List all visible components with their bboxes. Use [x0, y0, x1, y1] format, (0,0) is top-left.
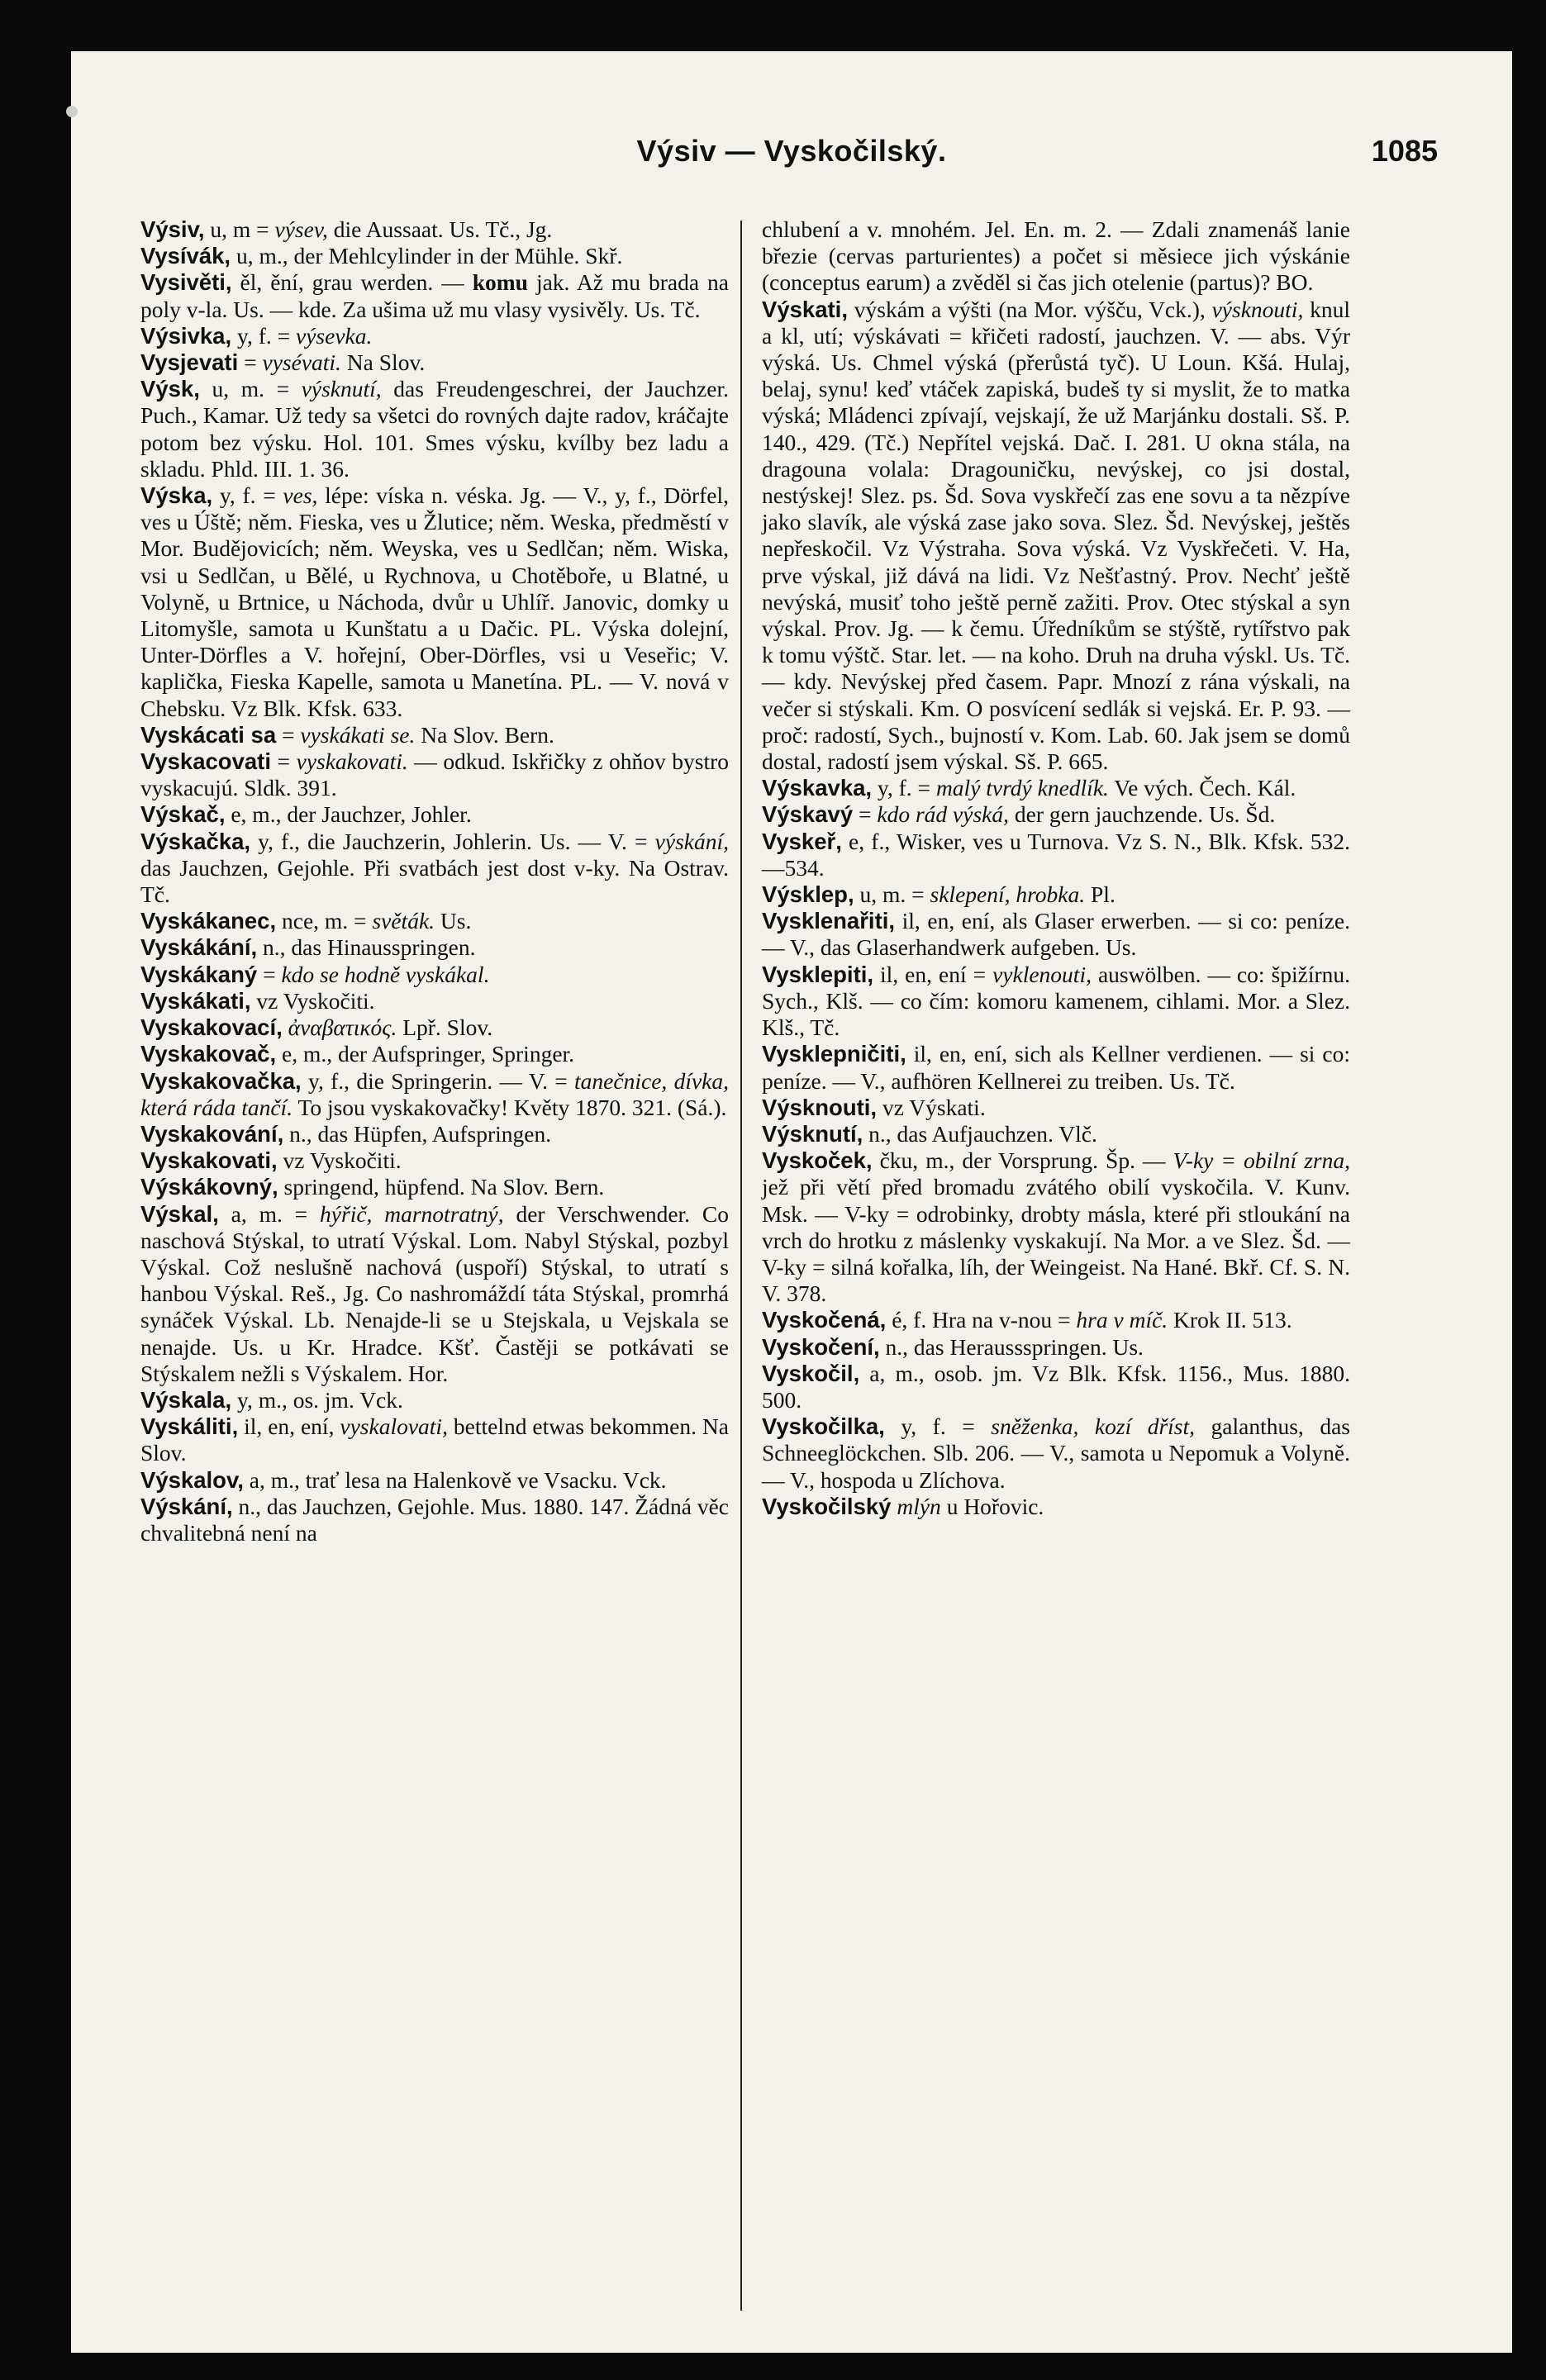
dictionary-entry — [762, 1041, 1350, 1094]
entry-text: výskám a výšti (na Mor. výšču, Vck.), — [847, 296, 1212, 322]
entry-text: vz Vyskočiti. — [250, 987, 375, 1014]
entry-italic: kdo rád výská, — [877, 801, 1009, 828]
dictionary-entry — [140, 1494, 729, 1546]
running-head: Výsiv — Vyskočilský. — [636, 134, 947, 168]
dictionary-entry — [140, 908, 729, 934]
right-column — [762, 216, 1350, 1520]
entry-rest: To jsou vyskakovačky! Květy 1870. 321. (Sá.). — [293, 1094, 727, 1120]
entry-italic: vyklenouti, — [992, 961, 1092, 987]
entry-headword: Výsklep, — [762, 881, 854, 908]
entry-italic: ἀναβατικός. — [288, 1014, 397, 1041]
entry-rest: knul a kl, utí; výskávati = křičeti radostí, jauchzen. V. — abs. Výr výská. Us. Chmel výská (přerůstá tyč). U Loun. Kšá. Hulaj, belaj, synu! keď vtáček zapiská, budeš ty si myslit, že to matka výská; Mládenci zpívají, vejskají, že už Marjánku dostali. Sš. P. 140., 429. (Tč.) Nepřítel vejská. Dač. I. 281. U okna stála, na dragouna volala: Dragouničku, nevýskej, co jsi dostal, nestýskej! Slez. ps. Šd. Sova vyskřečí zas ene sovu a ta nězpíve jako slavík, ale výská zase jako sova. Slez. Šd. Nevýskej, ještěs nepřeskočil. Vz Výstraha. Sova výská. Vz Vyskřečeti. V. Ha, prve výskal, již dává na lidi. Vz Nešťastný. Prov. Nechť ještě nevýská, musiť toho ještě perně zažiti. Prov. Otec stýskal a syn výskal. Prov. Jg. — k čemu. Úředníkům se stýště, rytířstvo pak k tomu výštč. Star. let. — na koho. Druh na druha výskl. Us. Tč. — kdy. Nevýskej před časem. Papr. Mnozí z rána výskali, na večer si stýskali. Km. O posvícení sedlák si vejská. Er. P. 93. — proč: radostí, Sych., bujností v. Kom. Lab. 60. Jak jsem se domů dostal, radostí jsem výskal. Sš. P. 665. — [762, 296, 1351, 775]
entry-text: n., das Jauchzen, Gejohle. Mus. 1880. 147. Žádná věc chvalitebná není na — [140, 1493, 729, 1546]
entry-headword: Vyskákanec, — [140, 908, 277, 934]
entry-text: vz Vyskočiti. — [277, 1147, 402, 1174]
entry-headword: Výsivka, — [140, 322, 232, 349]
entry-headword: Výska, — [140, 482, 213, 509]
entry-rest: die Aussaat. Us. Tč., Jg. — [327, 216, 553, 242]
entry-headword: Výsiv, — [140, 216, 205, 242]
entry-text: n., das Hüpfen, Aufspringen. — [283, 1120, 552, 1147]
entry-italic: vyskákati se. — [300, 721, 416, 748]
dictionary-entry — [140, 1147, 729, 1174]
entry-bold: komu — [472, 269, 528, 296]
entry-rest: jak. Až mu brada na poly v-la. Us. — kde. Za ušima už mu vlasy vysivěly. Us. Tč. — [140, 269, 729, 322]
entry-text: y, f. = — [231, 322, 296, 349]
dictionary-entry — [762, 1334, 1350, 1361]
entry-headword: Vysklenařiti, — [762, 908, 896, 934]
dictionary-entry — [140, 1121, 729, 1147]
entry-text: il, en, ení, — [238, 1413, 340, 1440]
entry-text: = — [853, 801, 878, 828]
entry-headword: Vysívák, — [140, 243, 231, 269]
dictionary-entry — [762, 881, 1350, 908]
entry-headword: Výskavý — [762, 801, 854, 828]
entry-headword: Vyskákati, — [140, 987, 251, 1014]
dictionary-entry — [762, 297, 1350, 776]
entry-rest: Us. — [435, 908, 472, 934]
entry-italic: vysévati. — [262, 349, 341, 376]
dictionary-entry — [762, 216, 1350, 297]
entry-text: n., das Aufjauchzen. Vlč. — [863, 1120, 1097, 1147]
dictionary-entry — [140, 269, 729, 322]
entry-italic: tanečnice, dívka, která ráda tančí. — [140, 1067, 729, 1120]
entry-headword: Výsknouti, — [762, 1094, 878, 1120]
entry-italic: hýřič, marnotratný, — [320, 1200, 504, 1227]
entry-text: u, m. = — [199, 376, 302, 402]
entry-headword: Vyskočená, — [762, 1307, 887, 1333]
entry-text: a, m., trať lesa na Halenkově ve Vsacku. Vck. — [243, 1466, 667, 1493]
entry-headword: Výskač, — [140, 801, 226, 828]
entry-text: u, m. = — [854, 881, 930, 908]
entry-text: nce, m. = — [276, 908, 373, 934]
entry-italic: výsknutí, — [301, 376, 382, 402]
entry-headword: Vyskakování, — [140, 1120, 284, 1147]
entry-headword: Vysivěti, — [140, 269, 232, 296]
entry-text — [283, 1014, 288, 1040]
entry-italic: sklepení, hrobka. — [930, 881, 1086, 908]
dictionary-entry — [140, 376, 729, 482]
dictionary-entry — [762, 829, 1350, 881]
dictionary-entry — [762, 1121, 1350, 1147]
dictionary-entry — [762, 1095, 1350, 1121]
entry-headword: Vyskákaný — [140, 961, 258, 987]
entry-headword: Výskavka, — [762, 775, 873, 801]
entry-headword: Vyskakovačka, — [140, 1067, 302, 1094]
entry-rest: — odkud. Iskřičky z ohňov bystro vyskacujú. Sldk. 391. — [140, 748, 729, 801]
dictionary-entry — [140, 349, 729, 376]
entry-text: a, m. = — [218, 1200, 321, 1227]
entry-headword: Vyskácati sa — [140, 721, 277, 748]
entry-italic: vyskalovati, — [340, 1413, 448, 1440]
entry-headword: Výskalov, — [140, 1466, 244, 1493]
dictionary-entry — [762, 775, 1350, 801]
entry-rest: Na Slov. Bern. — [415, 721, 554, 748]
dictionary-entry — [140, 829, 729, 909]
dictionary-entry — [140, 1174, 729, 1200]
entry-headword: Výsknutí, — [762, 1120, 863, 1147]
entry-italic: výsevka. — [296, 322, 373, 349]
dictionary-entry — [140, 1014, 729, 1041]
entry-text: e, m., der Jauchzer, Johler. — [225, 801, 472, 828]
dictionary-entry — [762, 1307, 1350, 1333]
entry-text: u, m., der Mehlcylinder in der Mühle. Skř. — [231, 243, 623, 269]
entry-rest: Pl. — [1085, 881, 1115, 908]
entry-headword: Vysklepiti, — [762, 961, 874, 987]
entry-italic: vyskakovati. — [296, 748, 408, 775]
entry-italic: malý tvrdý knedlík. — [935, 775, 1109, 801]
entry-italic: světák. — [372, 908, 435, 934]
dictionary-entry — [140, 243, 729, 269]
dictionary-entry — [762, 1147, 1350, 1307]
dictionary-entry — [140, 722, 729, 748]
dictionary-entry — [140, 962, 729, 988]
page-number: 1085 — [1371, 134, 1438, 168]
dictionary-entry — [762, 908, 1350, 961]
entry-rest: u Hořovic. — [940, 1493, 1044, 1519]
entry-headword: Vyskákání, — [140, 934, 258, 961]
dictionary-entry — [140, 1201, 729, 1387]
entry-headword: Vyskacovati — [140, 748, 271, 775]
entry-text: il, en, ení, als Glaser erwerben. — si co: peníze. — V., das Glaserhandwerk aufgeben. Us. — [762, 908, 1350, 961]
entry-rest: der Verschwender. Co naschová Stýskal, to utratí Výskal. Lom. Nabyl Stýskal, pozbyl Výskal. Což neslušně nachová (uspoří) Stýskal, to utratí s hanbou Výskal. Reš., Jg. Co nashromáždí táta Stýskal, promrhá synáček Výskal. Lb. Nenajde-li se u Stejskala, u Vejskala se nenajde. Us. u Kr. Hradce. Kšť. Častěji se potkávati se Stýskalem nežli s Výskalem. Hor. — [140, 1200, 729, 1386]
entry-italic: kdo se hodně vyskákal. — [281, 961, 490, 987]
dictionary-entry — [140, 748, 729, 801]
entry-text: = — [276, 721, 301, 748]
entry-headword: Vyskočilský — [762, 1493, 892, 1519]
entry-headword: Vyskakovací, — [140, 1014, 283, 1041]
entry-text: y, f. = — [212, 482, 283, 509]
entry-text: il, en, ení, sich als Kellner verdienen. — si co: peníze. — V., aufhören Kellnerei zu treiben. Us. Tč. — [762, 1041, 1350, 1094]
entry-rest: Na Slov. — [340, 349, 426, 376]
entry-italic: sněženka, kozí dříst, — [991, 1413, 1196, 1440]
entry-rest: das Jauchzen, Gejohle. Při svatbách jest dost v-ky. Na Ostrav. Tč. — [140, 854, 729, 908]
entry-headword: Vysjevati — [140, 349, 239, 376]
entry-italic: výskání, — [654, 828, 729, 854]
entry-headword: Vyskeř, — [762, 828, 842, 854]
entry-rest: bettelnd etwas bekommen. Na Slov. — [140, 1413, 729, 1466]
entry-italic: mlýn — [897, 1493, 941, 1519]
entry-headword: Výsk, — [140, 376, 200, 402]
entry-headword: Vyskočil, — [762, 1360, 860, 1386]
entry-headword: Vyskakovač, — [140, 1041, 277, 1067]
dictionary-entry — [140, 1041, 729, 1067]
entry-rest: Ve vých. Čech. Kál. — [1108, 775, 1296, 801]
dictionary-entry — [140, 988, 729, 1014]
entry-text: e, f., Wisker, ves u Turnova. Vz S. N., Blk. Kfsk. 532.—534. — [762, 828, 1350, 881]
entry-text: il, en, ení = — [873, 961, 993, 987]
dictionary-entry — [140, 1387, 729, 1413]
dictionary-entry — [140, 934, 729, 961]
entry-text: y, f., die Springerin. — V. = — [301, 1067, 575, 1094]
entry-headword: Výskání, — [140, 1493, 233, 1519]
entry-headword: Výskákovný, — [140, 1174, 278, 1200]
dictionary-entry — [140, 323, 729, 349]
entry-headword: Vyskakovati, — [140, 1147, 278, 1174]
entry-text: y, f. = — [884, 1413, 992, 1440]
entry-headword: Výskačka, — [140, 828, 251, 854]
entry-text: chlubení a v. mnohém. Jel. En. m. 2. — Zdali znamenáš lanie březie (cervas parturientes) a počet si měsiece jich výskánie (conceptus earum) a zvěděl si čas jich otelenie (partus)? BO. — [762, 216, 1350, 296]
entry-headword: Vyskoček, — [762, 1147, 873, 1174]
dictionary-entry — [762, 1413, 1350, 1494]
entry-text: = — [257, 961, 282, 987]
entry-headword: Výskati, — [762, 296, 848, 322]
entry-rest: das Freudengeschrei, der Jauchzer. Puch., Kamar. Už tedy sa všetci do rovných dajte radov, kráčajte potom bez výsku. Hol. 101. Smes výsku, kvílby bez ladu a skladu. Phld. III. 1. 36. — [140, 376, 729, 482]
dictionary-entry — [140, 801, 729, 828]
entry-text: y, f. = — [872, 775, 936, 801]
entry-text: n., das Hinausspringen. — [257, 934, 476, 961]
dictionary-entry — [140, 1467, 729, 1494]
entry-text: n., das Heraussspringen. Us. — [879, 1333, 1144, 1360]
page-speck — [66, 106, 78, 117]
entry-rest: der gern jauchzende. Us. Šd. — [1008, 801, 1276, 828]
dictionary-entry — [140, 216, 729, 243]
entry-headword: Vysklepničiti, — [762, 1041, 906, 1067]
entry-text: vz Výskati. — [877, 1094, 986, 1120]
dictionary-entry — [762, 962, 1350, 1042]
dictionary-entry — [140, 1068, 729, 1121]
dictionary-entry — [140, 1413, 729, 1466]
entry-text: u, m = — [204, 216, 275, 242]
entry-italic: ves, — [283, 482, 318, 509]
entry-headword: Výskala, — [140, 1386, 232, 1413]
entry-headword: Výskal, — [140, 1200, 219, 1227]
dictionary-entry — [762, 801, 1350, 828]
entry-text: e, m., der Aufspringer, Springer. — [276, 1041, 575, 1067]
entry-italic: hra v míč. — [1076, 1307, 1168, 1333]
entry-rest: auswölben. — co: špižírnu. Sych., Klš. — co čím: komoru kamenem, cihlami. Mor. a Slez. Klš., Tč. — [762, 961, 1350, 1041]
entry-text: é, f. Hra na v-nou = — [886, 1307, 1077, 1333]
entry-italic: výsknouti, — [1211, 296, 1304, 322]
entry-rest: lépe: víska n. véska. Jg. — V., y, f., Dörfel, ves u Úště; něm. Fieska, ves u Žlutice; něm. Weska, předměstí v Mor. Budějovicích; něm. Weyska, ves u Sedlčan; něm. Wiska, vsi u Sedlčan, u Bělé, u Rychnova, u Chotěboře, u Blatné, u Volyně, u Brtnice, u Náchoda, dvůr u Uhlíř. Janovic, domky u Litomyšle, samota u Kunštatu a u Dačic. PL. Výska dolejní, Unter-Dörfles a V. hořejní, Ober-Dörfles, vsi u Veseřic; V. kaplička, Fieska Kapelle, samota u Manetína. PL. — V. nová v Chebsku. Vz Blk. Kfsk. 633. — [140, 482, 729, 721]
dictionary-page — [71, 51, 1512, 2353]
dictionary-entry — [762, 1494, 1350, 1520]
entry-rest: galanthus, das Schneeglöckchen. Slb. 206. — V., samota u Nepomuk a Volyně. — V., hospoda u Zlíchova. — [762, 1413, 1350, 1493]
entry-headword: Vyskočilka, — [762, 1413, 885, 1440]
entry-text: ěl, ění, grau werden. — — [231, 269, 473, 296]
column-divider — [740, 221, 742, 2311]
entry-rest: Krok II. 513. — [1168, 1307, 1292, 1333]
entry-text: springend, hüpfend. Na Slov. Bern. — [278, 1174, 605, 1200]
entry-text: y, m., os. jm. Vck. — [231, 1386, 403, 1413]
entry-text: y, f., die Jauchzerin, Johlerin. Us. — V. = — [250, 828, 655, 854]
left-column — [140, 216, 729, 1546]
entry-italic: V-ky = obilní zrna, — [1173, 1147, 1351, 1174]
entry-headword: Vyskočení, — [762, 1333, 880, 1360]
page-header — [71, 134, 1512, 183]
entry-rest: Lpř. Slov. — [397, 1014, 493, 1041]
entry-text: = — [238, 349, 263, 376]
entry-headword: Vyskáliti, — [140, 1413, 239, 1440]
dictionary-entry — [762, 1361, 1350, 1413]
entry-italic: výsev, — [274, 216, 328, 242]
entry-rest: jež při větí před bromadu zvátého obilí vyskočila. V. Kunv. Msk. — V-ky = odrobinky, drobty másla, které při stloukání na vrch do hrotku z máslenky vyskakují. Na Mor. a ve Slez. Šd. — V-ky = silná kořalka, líh, der Weingeist. Na Hané. Bkř. Cf. S. N. V. 378. — [762, 1174, 1350, 1307]
entry-text: a, m., osob. jm. Vz Blk. Kfsk. 1156., Mus. 1880. 500. — [762, 1360, 1350, 1413]
entry-text: čku, m., der Vorsprung. Šp. — — [872, 1147, 1173, 1174]
dictionary-entry — [140, 482, 729, 722]
entry-text: = — [270, 748, 297, 775]
